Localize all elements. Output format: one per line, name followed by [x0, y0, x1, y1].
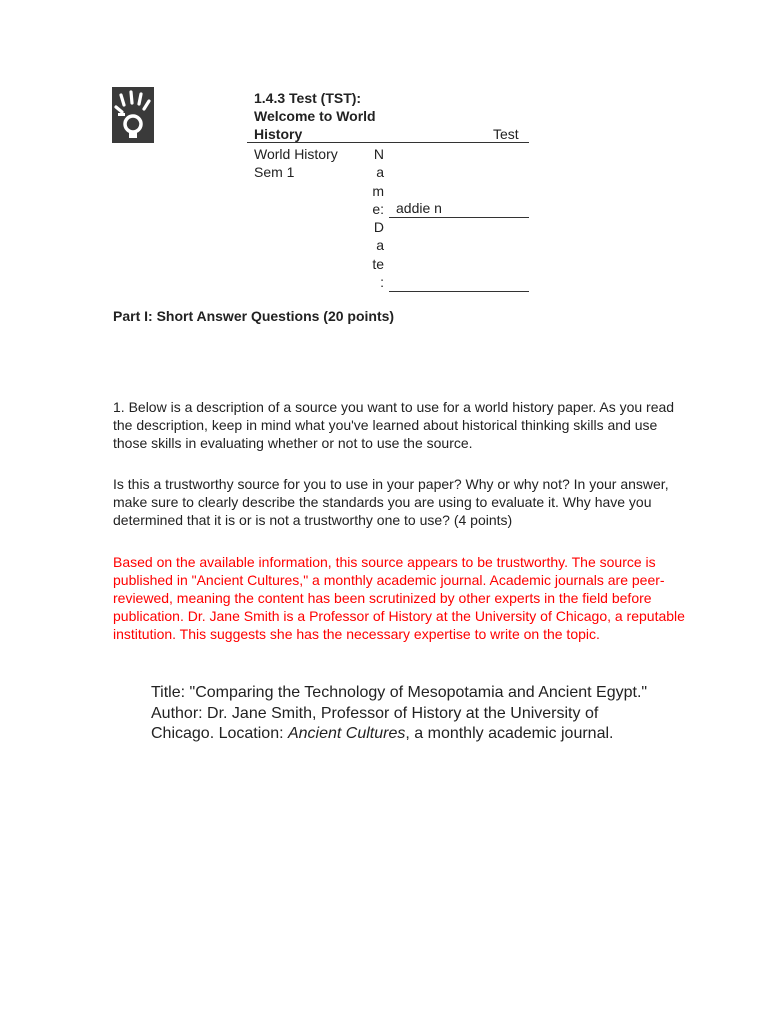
question-text: Is this a trustworthy source for you to use in your paper? Why or why not? In your answer, make sure to clearly describe the standards you are using to evaluate it. Why have you determined that it is or is not a trustworthy one to use? (4 points) [113, 476, 669, 528]
section-heading: Part I: Short Answer Questions (20 points) [113, 308, 395, 324]
name-field[interactable]: addie n [396, 200, 442, 216]
name-label-part: m [372, 182, 384, 199]
course-name [254, 145, 364, 181]
test-title: 1.4.3 Test (TST): Welcome to World History [254, 90, 376, 142]
name-label-part: N [373, 146, 384, 162]
name-label-part: e: [372, 201, 384, 218]
date-label-part: a [376, 237, 384, 254]
date-label-part: te [372, 255, 384, 272]
test-type-label: Test [493, 126, 519, 142]
student-answer: Based on the available information, this source appears to be trustworthy. The source is published in "Ancient Cultures," a monthly academic journal. Academic journals are peer-reviewed, meaning the content has been scrutinized by other experts in the field before publication. Dr. Jane Smith is a Professor of History at the University of Chicago, a reputable institution. This suggests she has the necessary expertise to write on the topic. [113, 554, 685, 642]
date-label-part: : [380, 274, 384, 291]
question-prompt: 1. Below is a description of a source you want to use for a world history paper. As you read the description, keep in mind what you've learned about historical thinking skills and use those skills in evaluating whether or not to use the source. [113, 399, 675, 451]
name-label-part: a [376, 164, 384, 181]
source-journal-desc: , a monthly academic journal. [405, 725, 614, 742]
header-divider [247, 142, 529, 143]
school-logo-icon [112, 87, 154, 143]
name-underline [389, 217, 529, 218]
source-journal-name: Ancient Cultures [287, 725, 406, 742]
name-label [366, 145, 384, 219]
course-name-line: World History [254, 146, 338, 162]
date-label-part: D [373, 219, 384, 235]
date-underline [389, 291, 529, 292]
date-label [366, 218, 384, 292]
source-citation: Title: "Comparing the Technology of Mesopotamia and Ancient Egypt." Author: Dr. Jane Smith, Professor of History at the University of Chicago. Location: [151, 684, 648, 742]
source-description [151, 683, 651, 745]
course-term-line: Sem 1 [254, 164, 295, 180]
